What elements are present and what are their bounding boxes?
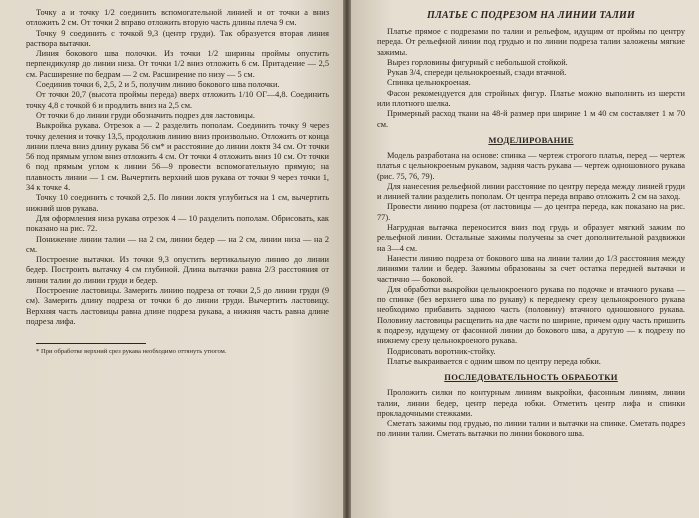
paragraph: Для обработки выкройки цельнокроеного рукава по подочке и втачного рукава — по спинке (без верхнего шва по рукаву) к переднему срезу цельнокроеного рукава необходимо прибавить заднюю часть (половину) втачного одношовного рукава. Половину ластовицы расщепить на две части по ширине, причем одну часть пришить к подрезу, идущему от фасонной линии до бокового шва, а другую — к подрезу по нижнему срезу цельнокроеного рукава. — [377, 284, 685, 346]
paragraph: Вырез горловины фигурный с небольшой стойкой. — [387, 57, 568, 67]
footnote-divider — [36, 343, 146, 344]
paragraph: Сметать зажимы под грудью, по линии талии и вытачки на спинке. Сметать подрез по линии талии. Сметать вытачки по линии бокового шва. — [377, 419, 685, 439]
paragraph: Платье выкраивается с одним швом по центру переда юбки. — [387, 356, 601, 366]
paragraph: Линия бокового шва полочки. Из точки 1/2 ширины проймы опустить перпендикуляр до линии низа. От точки 1/2 вниз отложить 6 см. Притадение — 2,5 см. Расширение по бедрам — 2 см. Расширение по низу — 5 см. — [26, 49, 329, 79]
paragraph: Точку 9 соединить с точкой 9,3 (центр груди). Так образуется вторая линия раствора вытачки. — [26, 28, 329, 48]
paragraph: Для оформления низа рукава отрезок 4 — 10 разделить пополам. Обрисовать, как показано на рис. 72. — [26, 213, 329, 234]
paragraph: Рукав 3/4, спереди цельнокроеный, сзади втачной. — [387, 68, 567, 78]
section-heading: МОДЕЛИРОВАНИЕ — [488, 134, 574, 145]
paragraph: Проложить силки по контурным линиям выкройки, фасонным линиям, линии талии, линии бедер, центр переда юбки. Отметить центр лифа и спинки прокладочными стежками. — [377, 388, 685, 418]
footnote: * При обработке верхний срез рукава необходимо оттянуть утюгом. — [36, 348, 227, 356]
paragraph: Нагрудная вытачка переносится вниз под грудь и образует мягкий зажим по рельефной линии. Остальные зажимы получены за счет дополнительной раздвижки на 3—4 см. — [377, 223, 685, 253]
paragraph: Фасон рекомендуется для стройных фигур. Платье можно выполнить из шерсти или плотного шелка. — [377, 88, 685, 109]
paragraph: Примерный расход ткани на 48-й размер при ширине 1 м 40 см составляет 1 м 70 см. — [377, 109, 685, 129]
paragraph: Соединив точки 6, 2,5, 2 и 5, получим линию бокового шва полочки. — [36, 80, 280, 90]
paragraph: Провести линию подреза (от ластовицы — до центра переда, как показано на рис. 77). — [377, 202, 685, 222]
book-gutter — [343, 0, 351, 518]
paragraph: Подрисовать воротник-стойку. — [387, 346, 496, 356]
paragraph: Построение вытачки. Из точки 9,3 опустить вертикальную линию до линии бедер. Построить вытачку 4 см глубиной. Длина вытачки равна 2/3 расстояния от линии талии до линии груди и бедер. — [26, 255, 329, 285]
paragraph: Построение ластовицы. Замерить линию подреза от точки 2,5 до линии груди (9 см). Замерить длину подреза от точки 6 до линии груди. Вычертить ластовицу. Верхняя часть ластовицы равна длине подреза рукава, а нижняя часть равна длине подреза лифа. — [26, 286, 329, 326]
page-title: ПЛАТЬЕ С ПОДРЕЗОМ НА ЛИНИИ ТАЛИИ — [426, 10, 636, 21]
left-page — [0, 0, 343, 518]
paragraph: Точку 10 соединить с точкой 2,5. По линии локтя углубиться на 1 см, вычертить нижний шов рукава. — [26, 193, 329, 213]
paragraph: Выкройка рукава. Отрезок а — 2 разделить пополам. Соединить точку 9 через точку деления и точку 13,5, продолжив линию вниз произвольно. Отложить от конца линии плеча вниз длину рукава 56 см* и расстояние до линии локтя 34 см. От точки 56 под прямым углом вниз отложить 4 см. От точки 4 отложить вниз 10 см. От точки 6 под прямым углом к линии 56—9 провести вспомогательную прямую; на плавность линии — 1 см. Вычертить верхний шов рукава от точки 9 через точки 1, 34 к точке 4. — [26, 121, 329, 193]
paragraph: Платье прямое с подрезами по талии и рельефом, идущим от проймы по центру переда. От рельефной линии под грудью и по линии подреза талии заложены мягкие зажимы. — [377, 27, 685, 57]
paragraph: Точку a и точку 1/2 соединить вспомогательной линией и от точки а вниз отложить 2 см. От точки 2 вправо отложить вторую часть длины плеча 9 см. — [26, 8, 329, 28]
section-heading: ПОСЛЕДОВАТЕЛЬНОСТЬ ОБРАБОТКИ — [444, 372, 618, 383]
paragraph: От точки 6 до линии груди обозначить подрез для ластовицы. — [36, 110, 255, 120]
paragraph: Модель разработана на основе: спинка — чертеж строгого платья, перед — чертеж платья с цельнокроеным рукавом, задняя часть рукава — чертеж одношовного рукава (рис. 75, 76, 79). — [377, 150, 685, 181]
right-page — [351, 0, 699, 518]
paragraph: Понижение линии талии — на 2 см, линии бедер — на 2 см, линии низа — на 2 см. — [26, 234, 329, 254]
paragraph: Для нанесения рельефной линии расстояние по центру переда между линией груди и линией талии разделить пополам. От центра переда вправо отложить 2 см на заход. — [377, 181, 685, 202]
paragraph: От точки 20,7 (высота проймы переда) вверх отложить 1/10 ОГ—4,8. Соединить точку 4,8 с точкой 6 и продлить вниз на 2,5 см. — [26, 90, 329, 110]
paragraph: Спинка цельнокроеная. — [387, 78, 471, 88]
paragraph: Нанести линию подреза от бокового шва на линии талии до 1/3 расстояния между линиями талии и бедер. Зажимы образованы за счет остатка передней вытачки и частично — боковой. — [377, 253, 685, 284]
